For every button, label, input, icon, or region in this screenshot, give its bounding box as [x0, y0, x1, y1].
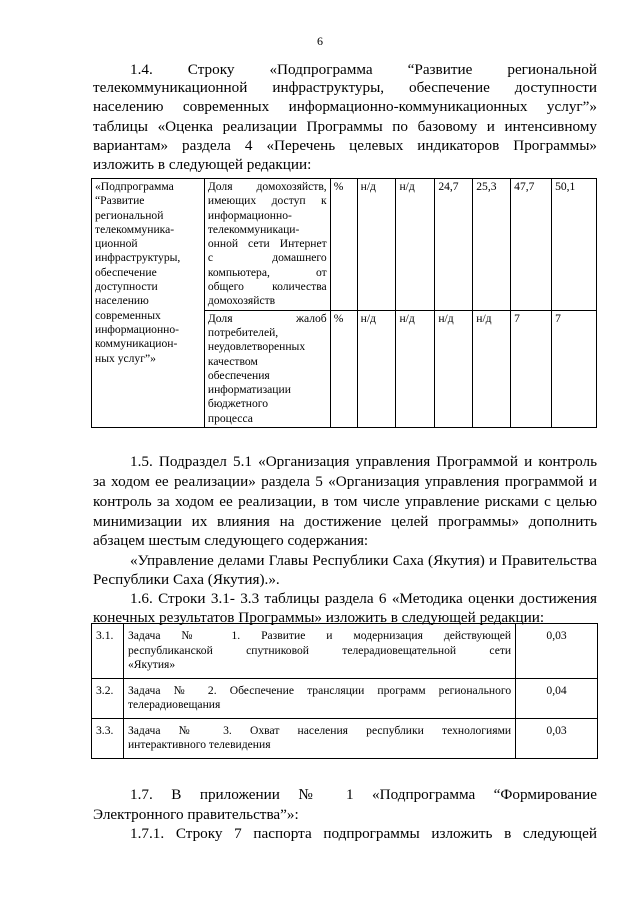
weight-cell: 0,03 — [516, 624, 598, 679]
unit-cell: % — [330, 310, 357, 427]
p16-line-1: 1.6. Строки 3.1- 3.3 таблицы раздела 6 «Методика оценки достижения — [130, 590, 597, 607]
value-cell: 7 — [511, 310, 552, 427]
value-cell: н/д — [357, 179, 396, 311]
p15-line-6: «Управление делами Главы Республики Саха (Якутия) и Правительства — [130, 552, 597, 569]
p17-line-1: 1.7. В приложении № 1 «Подпрограмма “Формирование — [130, 786, 597, 803]
value-cell: н/д — [396, 179, 435, 311]
value-cell: н/д — [396, 310, 435, 427]
row-number: 3.1. — [92, 624, 124, 679]
value-cell: н/д — [473, 310, 511, 427]
methodology-table — [91, 623, 598, 759]
page-number: 6 — [317, 34, 323, 48]
task-cell: Задача № 3. Охват населения республики технологиями интерактивного телевидения — [123, 718, 515, 758]
p14-line-5: вариантам» раздела 4 «Перечень целевых индикаторов Программы» — [93, 137, 597, 154]
value-cell: н/д — [435, 310, 473, 427]
p14-line-1: 1.4. Строку «Подпрограмма “Развитие региональной — [130, 61, 597, 78]
value-cell: 24,7 — [435, 179, 473, 311]
p15-line-7: Республики Саха (Якутия).». — [93, 571, 280, 588]
p14-line-2: телекоммуникационной инфраструктуры, обеспечение доступности — [93, 79, 597, 96]
value-cell: 25,3 — [473, 179, 511, 311]
task-cell: Задача № 1. Развитие и модернизация действующей республиканской спутниковой телерадиовещательной сети «Якутия» — [123, 624, 515, 679]
p15-line-2: за ходом ее реализации» раздела 5 «Организация управления программой и — [93, 473, 597, 490]
row-number: 3.3. — [92, 718, 124, 758]
table-row — [92, 718, 598, 758]
indicator-cell: Доля жалоб потребителей, неудовлетворенных качеством обеспечения информатизации бюджетного процесса — [204, 310, 330, 427]
unit-cell: % — [330, 179, 357, 311]
value-cell: н/д — [357, 310, 396, 427]
weight-cell: 0,03 — [516, 718, 598, 758]
p17-line-2: Электронного правительства”»: — [93, 806, 299, 823]
p14-line-3: населению современных информационно-коммуникационных услуг”» — [93, 98, 597, 115]
p14-line-4: таблицы «Оценка реализации Программы по базовому и интенсивному — [93, 118, 597, 135]
p16-line-2: конечных результатов Программы» изложить в следующей редакции: — [93, 609, 545, 626]
value-cell: 7 — [552, 310, 597, 427]
value-cell: 47,7 — [511, 179, 552, 311]
value-cell: 50,1 — [552, 179, 597, 311]
p15-line-1: 1.5. Подраздел 5.1 «Организация управления Программой и контроль — [130, 453, 597, 470]
table-row — [92, 624, 598, 679]
p15-line-5: абзацем шестым следующего содержания: — [93, 532, 369, 549]
indicator-cell: Доля домохозяйств, имеющих доступ к информационно- телекоммуникаци- онной сети Интернет с домашнего компьютера, от общего количества домохозяйств — [204, 179, 330, 311]
program-cell: «Подпрограмма “Развитие региональной телекоммуника- ционной инфраструктуры, обеспечение доступности населению современных информационно- коммуникацион- ных услуг”» — [92, 179, 205, 428]
indicators-table — [91, 178, 597, 428]
weight-cell: 0,04 — [516, 678, 598, 718]
p17-line-3: 1.7.1. Строку 7 паспорта подпрограммы изложить в следующей — [130, 825, 597, 842]
table-row — [92, 179, 597, 311]
p15-line-3: контроль за ходом ее реализации, в том числе управление рисками с целью — [93, 493, 597, 510]
p14-line-6: изложить в следующей редакции: — [93, 156, 312, 173]
task-cell: Задача № 2. Обеспечение трансляции программ регионального телерадиовещания — [123, 678, 515, 718]
table-row — [92, 678, 598, 718]
row-number: 3.2. — [92, 678, 124, 718]
p15-line-4: минимизации их влияния на достижение целей программы» дополнить — [93, 513, 597, 530]
